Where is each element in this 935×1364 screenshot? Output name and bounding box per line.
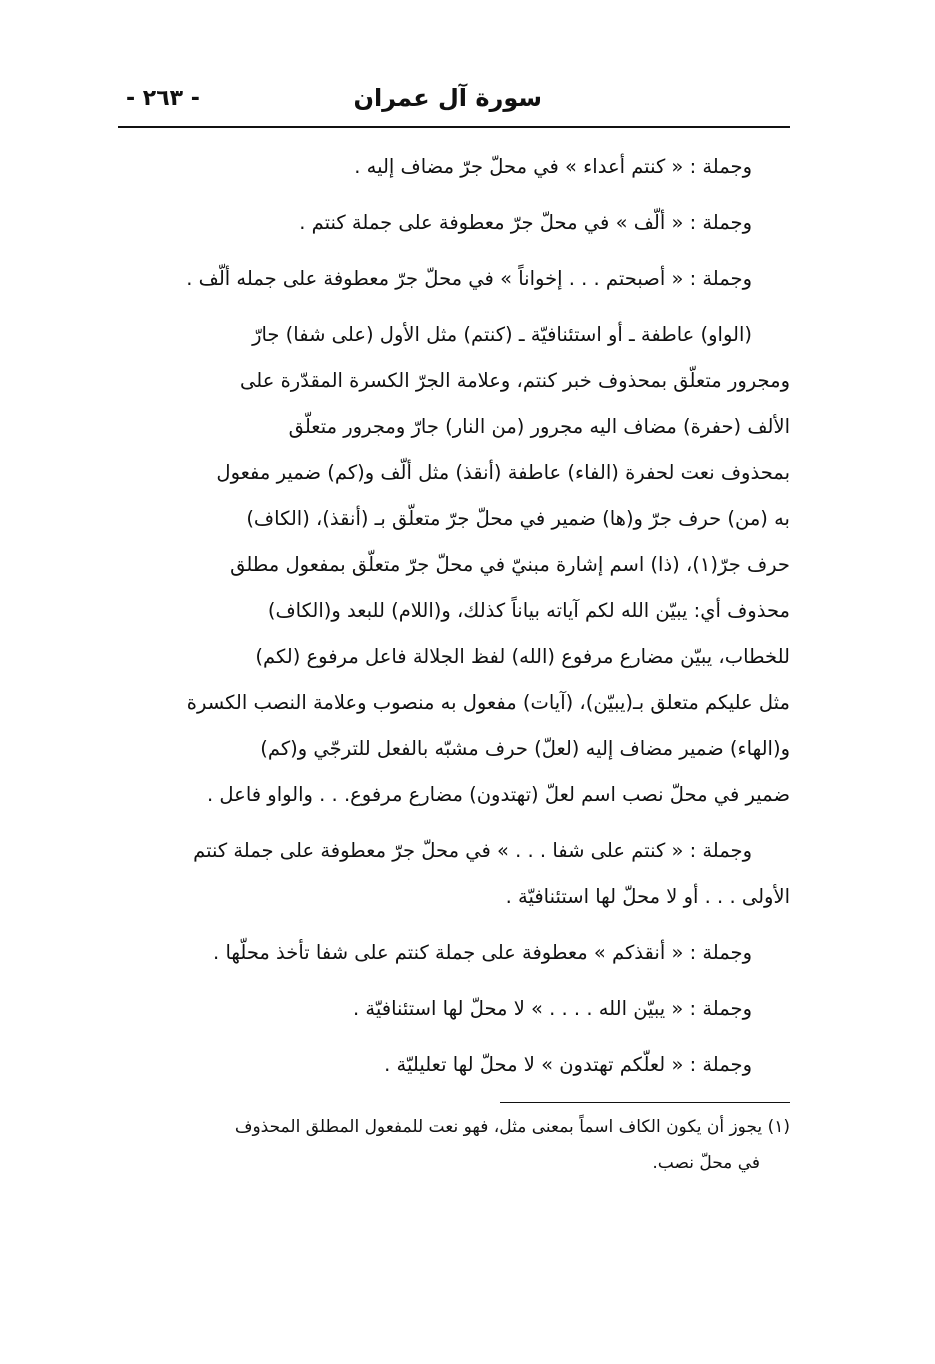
paragraph-line: حرف جرّ(١)، (ذا) اسم إشارة مبنيّ في محلّ جرّ متعلّق بمفعول مطلق [230,553,790,576]
page-header [118,70,790,128]
paragraph-line: مثل عليكم متعلق بـ(يبيّن)، (آيات) مفعول به منصوب وعلامة النصب الكسرة [186,691,790,714]
sentence-line-4: وجملة : « أنقذكم » معطوفة على جملة كنتم على شفا تأخذ محلّها . [213,941,752,964]
paragraph-line: و(الهاء) ضمير مضاف إليه (لعلّ) حرف مشبّه بالفعل للترجّي و(كم) [260,737,790,760]
sentence-line-1: وجملة : « كنتم أعداء » في محلّ جرّ مضاف إليه . [354,155,752,178]
paragraph-line: للخطاب، يبيّن مضارع مرفوع (الله) لفظ الجلالة فاعل مرفوع (لكم) [255,645,790,668]
sentence-line-6: وجملة : « لعلّكم تهتدون » لا محلّ لها تعليليّة . [384,1053,752,1076]
paragraph-line: ومجرور متعلّق بمحذوف خبر كنتم، وعلامة الجرّ الكسرة المقدّرة على [240,369,790,392]
paragraph-line: بمحذوف نعت لحفرة (الفاء) عاطفة (أنقذ) مثل ألّف و(كم) ضمير مفعول [216,461,790,484]
sentence-line-3: وجملة : « أصبحتم . . . إخواناً » في محلّ جرّ معطوفة على جمله ألّف . [186,267,752,290]
sentence-line-2: وجملة : « ألّف » في محلّ جرّ معطوفة على جملة كنتم . [299,211,752,234]
sentence-line-5: وجملة : « يبيّن الله . . . . » لا محلّ لها استئنافيّة . [353,997,752,1020]
paragraph-line: ضمير في محلّ نصب اسم لعلّ (تهتدون) مضارع مرفوع. . . والواو فاعل . [207,783,790,806]
paragraph-line: الألف (حفرة) مضاف اليه مجرور (من النار) جارّ ومجرور متعلّق [288,415,790,438]
sentence-paragraph-2 [118,828,790,920]
page [118,70,790,1181]
paragraph-line: الأولى . . . أو لا محلّ لها استئنافيّة . [505,885,790,908]
paragraph-line: وجملة : « كنتم على شفا . . . » في محلّ جرّ معطوفة على جملة كنتم [193,839,752,862]
footnote-line-2: في محلّ نصب. [652,1153,760,1173]
page-number: - ٢٦٣ - [126,86,200,111]
footnote-line-1: (١) يجوز أن يكون الكاف اسماً بمعنى مثل، فهو نعت للمفعول المطلق المحذوف [234,1117,790,1137]
paragraph-line: (الواو) عاطفة ـ أو استئنافيّة ـ (كنتم) مثل الأول (على شفا) جارّ [252,323,752,346]
paragraph-line: محذوف أي: يبيّن الله لكم آياته بياناً كذلك، و(اللام) للبعد و(الكاف) [267,599,790,622]
analysis-paragraph [118,312,790,818]
surah-title: سورة آل عمران [353,84,542,112]
page-body [118,128,790,1181]
paragraph-line: به (من) حرف جرّ و(ها) ضمير في محلّ جرّ متعلّق بـ (أنقذ)، (الكاف) [246,507,790,530]
footnote [118,1103,790,1181]
